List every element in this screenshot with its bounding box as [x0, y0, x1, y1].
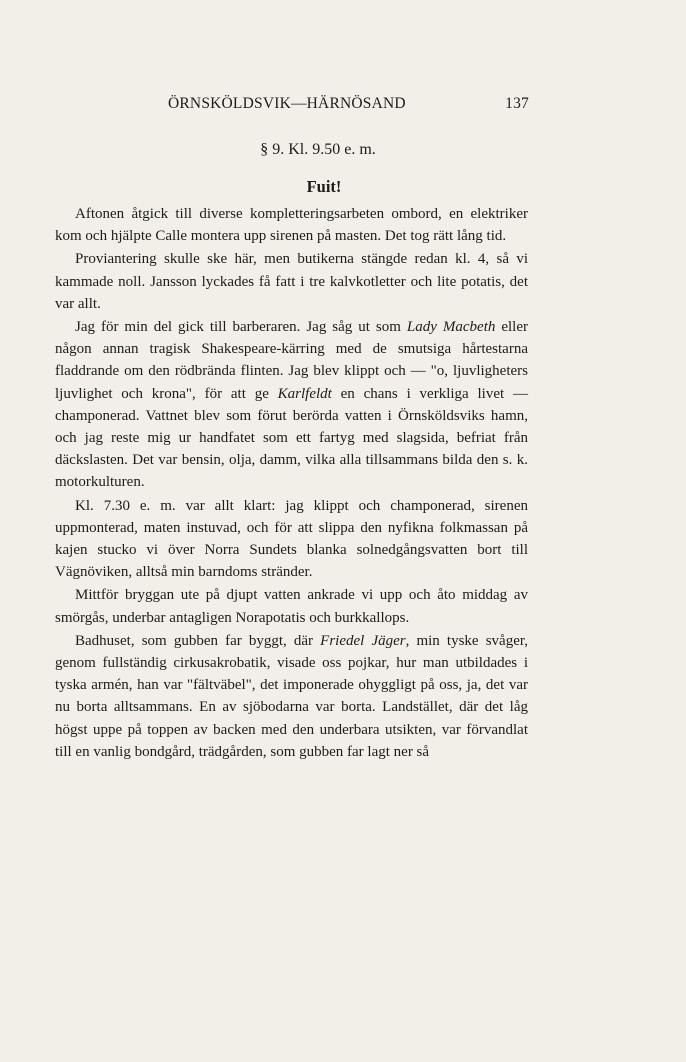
- text-run: Aftonen åtgick till diverse kompletteringsarbeten ombord, en elektriker kom och hjälpte Calle montera upp sirenen på masten. Det tog rätt lång tid.: [55, 206, 528, 245]
- italic-name: Friedel Jäger: [320, 632, 406, 649]
- text-run: en chans i verkliga livet — champonerad. Vattnet blev som förut berörda vatten i Örnsköldsviks hamn, och jag reste mig ur handfatet som ett fartyg med slagsida, befriat från däckslasten. Det var bensin, olja, damm, vilka alla tillsammans bilda den s. k. motorkulturen.: [55, 385, 528, 491]
- section-heading: § 9. Kl. 9.50 e. m.: [260, 141, 376, 158]
- text-run: Badhuset, som gubben far byggt, där: [75, 632, 321, 649]
- subheading: Fuit!: [306, 177, 342, 196]
- paragraph: [55, 495, 528, 584]
- text-run: Mittför bryggan ute på djupt vatten ankrade vi upp och åto middag av smörgås, underbar antagligen Norapotatis och burkkallops.: [55, 587, 528, 626]
- paragraph: [55, 203, 528, 247]
- text-run: eller någon annan tragisk Shakespeare-kärring med de smutsiga hårtestarna fladdrande om den rödbrända flinten. Jag blev klippt och — "o, ljuvligheters ljuvlighet och krona", för att ge: [55, 319, 528, 402]
- text-run: Kl. 7.30 e. m. var allt klart: jag klippt och champonerad, sirenen uppmonterad, maten instuvad, och för att slippa den nyfikna folkmassan på kajen stucko vi över Norra Sundets blanka solnedgångsvatten bort till Vägnöviken, alltså min barndoms stränder.: [55, 497, 528, 581]
- paragraph: [55, 630, 528, 763]
- italic-name: Karlfeldt: [277, 385, 332, 402]
- text-run: , min tyske svåger, genom fullständig cirkusakrobatik, visade oss pojkar, hur man utbildades i tyska armén, han var "fältväbel", det imponerade ohyggligt på oss, ja, det var nu borta alltsammans. En av sjöbodarna var borta. Landstället, där det låg högst uppe på toppen av backen med den underbara utsikten, var förvandlat till en vanlig bondgård, trädgården, som gubben far lagt ner så: [55, 632, 528, 760]
- paragraph: [55, 248, 528, 315]
- text-run: Jag för min del gick till barberaren. Jag såg ut som: [75, 319, 407, 336]
- paragraph: [55, 316, 528, 494]
- paragraph: [55, 584, 528, 628]
- text-run: Proviantering skulle ske här, men butikerna stängde redan kl. 4, så vi kammade noll. Jansson lyckades få fatt i tre kalvkotletter och lite potatis, det var allt.: [55, 251, 528, 312]
- body-text: [55, 203, 528, 764]
- italic-name: Lady Macbeth: [406, 319, 496, 336]
- running-title: ÖRNSKÖLDSVIK—HÄRNÖSAND: [168, 95, 406, 112]
- page-number: 137: [505, 95, 529, 112]
